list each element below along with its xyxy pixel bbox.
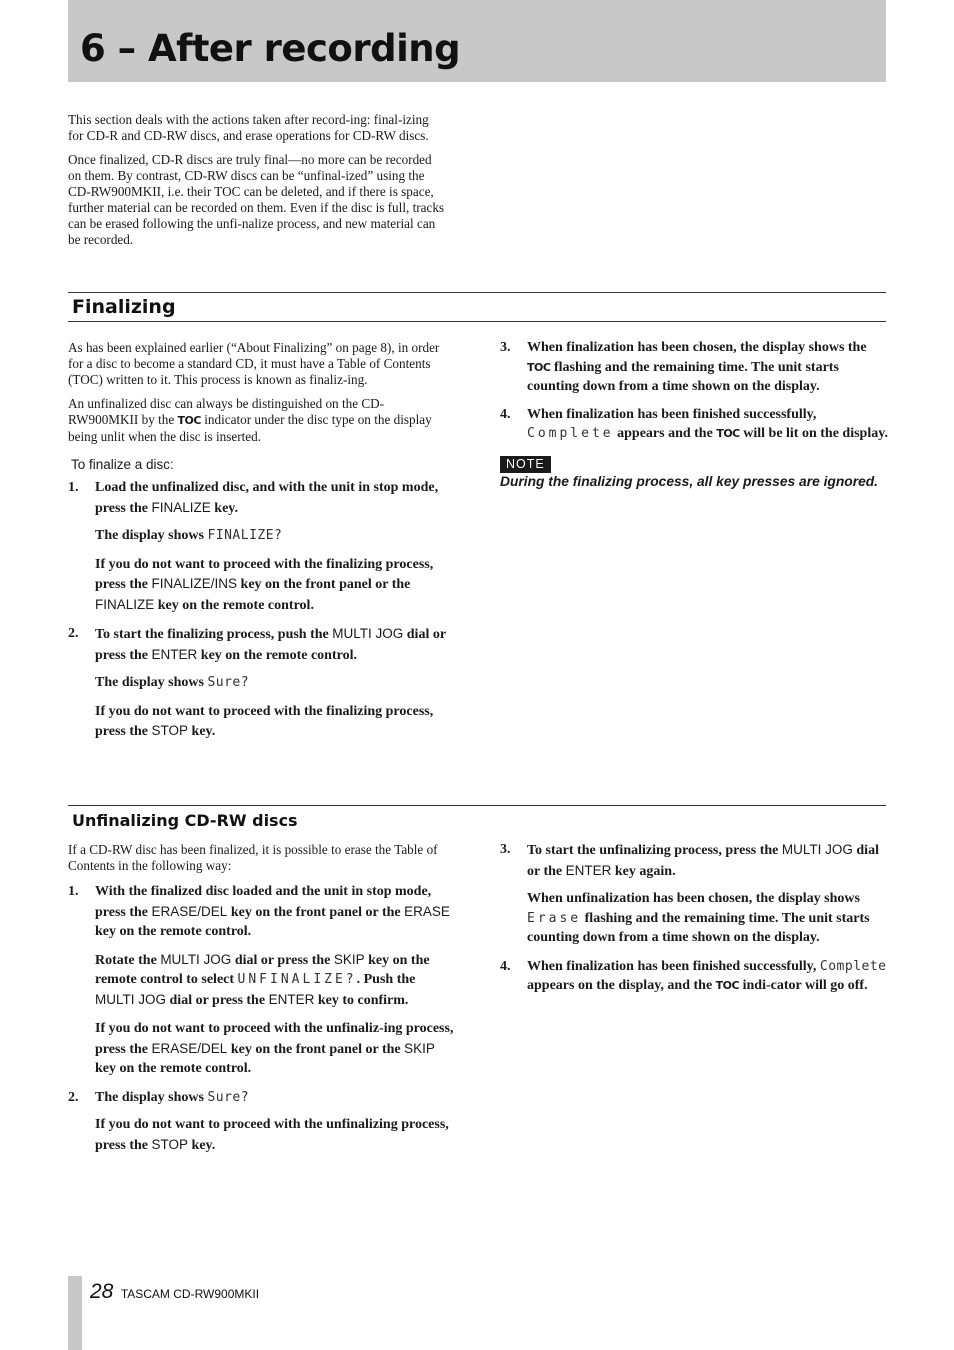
unfinalizing-left-column bbox=[68, 842, 454, 1164]
finalizing-paragraph-1: As has been explained earlier (“About Finalizing” on page 8), in order for a disc to become a standard CD, it must have a Table of Contents (TOC) written to it. This process is known as finaliz-ing. bbox=[68, 340, 440, 387]
finalize-step-1-display: The display shows FINALIZE? bbox=[95, 528, 283, 543]
note-badge: NOTE bbox=[500, 456, 551, 473]
toc-indicator: TOC bbox=[177, 414, 201, 427]
page-footer bbox=[90, 1280, 259, 1304]
unfinalize-step-3-chosen: When unfinalization has been chosen, the display shows Erase flashing and the remaining time. The unit starts counting down from a time shown on the display. bbox=[527, 891, 870, 945]
lcd-complete: Complete bbox=[527, 426, 614, 441]
finalize-step-1: 1. Load the unfinalized disc, and with the unit in stop mode, press the FINALIZE key. bbox=[68, 480, 439, 516]
unfinalizing-paragraph-1: If a CD-RW disc has been finalized, it is possible to erase the Table of Contents in the following way: bbox=[68, 842, 438, 873]
unfinalizing-right-column bbox=[500, 840, 890, 1004]
unfinalize-step-2-cancel: If you do not want to proceed with the unfinalizing process, press the STOP key. bbox=[95, 1117, 449, 1153]
footer-bar bbox=[68, 1276, 82, 1350]
unfinalize-step-3: 3. To start the unfinalizing process, press the MULTI JOG dial or the ENTER key again. bbox=[500, 842, 879, 879]
unfinalizing-heading: Unfinalizing CD-RW discs bbox=[72, 811, 298, 830]
footer-product: TASCAM CD-RW900MKII bbox=[120, 1287, 260, 1301]
finalize-subhead: To finalize a disc: bbox=[71, 457, 174, 472]
finalizing-heading: Finalizing bbox=[72, 296, 176, 318]
chapter-title: 6 – After recording bbox=[80, 27, 461, 70]
note-text: During the finalizing process, all key presses are ignored. bbox=[500, 473, 878, 489]
finalize-step-2-display: The display shows Sure? bbox=[95, 675, 250, 690]
lcd-unfinalize: UNFINALIZE? bbox=[237, 972, 357, 987]
finalize-key-label: FINALIZE bbox=[151, 499, 211, 515]
finalize-step-3: 3. When finalization has been chosen, the display shows the TOC flashing and the remaining time. The unit starts counting down from a time shown on the display. bbox=[500, 340, 867, 394]
finalizing-left-column bbox=[68, 340, 454, 751]
unfinalize-step-1-rotate: Rotate the MULTI JOG dial or press the SKIP key on the remote control to select UNFINALIZE?. Push the MULTI JOG dial or press the ENTER key to confirm. bbox=[95, 951, 430, 1008]
section-rule-bottom bbox=[68, 321, 886, 322]
finalize-step-2-cancel: If you do not want to proceed with the finalizing process, press the STOP key. bbox=[95, 703, 434, 739]
finalize-step-2: 2. To start the finalizing process, push the MULTI JOG dial or press the ENTER key on the remote control. bbox=[68, 626, 446, 663]
finalizing-paragraph-2: An unfinalized disc can always be distinguished on the CD-RW900MKII by the TOC indicator under the disc type on the display being unlit when the disc is inserted. bbox=[68, 396, 432, 444]
intro-paragraph-2: Once finalized, CD-R discs are truly final—no more can be recorded on them. By contrast, CD-RW discs can be “unfinal-ized” using the CD-RW900MKII, i.e. their TOC can be deleted, and if there is space, further material can be recorded on them. Even if the disc is full, tracks can be erased following the unfi-nalize process, and new material can be recorded. bbox=[68, 152, 445, 247]
section-rule-top bbox=[68, 292, 886, 293]
unfinalize-step-4: 4. When finalization has been finished successfully, Complete appears on the display, and the TOC indi-cator will go off. bbox=[500, 958, 887, 993]
lcd-sure: Sure? bbox=[207, 675, 250, 690]
lcd-erase: Erase bbox=[527, 910, 582, 926]
finalizing-right-column bbox=[500, 338, 890, 499]
intro-paragraph-1: This section deals with the actions taken after record-ing: final-izing for CD-R and CD-RW discs, and erase operations for CD-RW discs. bbox=[68, 112, 429, 143]
unfinalize-step-2: 2. The display shows Sure? bbox=[68, 1089, 250, 1105]
subsection-rule bbox=[68, 805, 886, 806]
page-number: 28 bbox=[90, 1280, 114, 1303]
intro-section bbox=[68, 112, 446, 256]
finalize-step-1-cancel: If you do not want to proceed with the finalizing process, press the FINALIZE/INS key on the front panel or the FINALIZE key on the remote control. bbox=[95, 556, 434, 613]
unfinalize-step-1-cancel: If you do not want to proceed with the unfinaliz-ing process, press the ERASE/DEL key on the front panel or the SKIP key on the remote control. bbox=[95, 1021, 454, 1076]
unfinalize-step-1: 1. With the finalized disc loaded and the unit in stop mode, press the ERASE/DEL key on the front panel or the ERASE key on the remote control. bbox=[68, 884, 450, 939]
chapter-header-bar bbox=[68, 0, 886, 82]
finalize-step-4: 4. When finalization has been finished successfully, Complete appears and the TOC will be lit on the display. bbox=[500, 406, 888, 441]
lcd-finalize: FINALIZE? bbox=[207, 528, 283, 543]
